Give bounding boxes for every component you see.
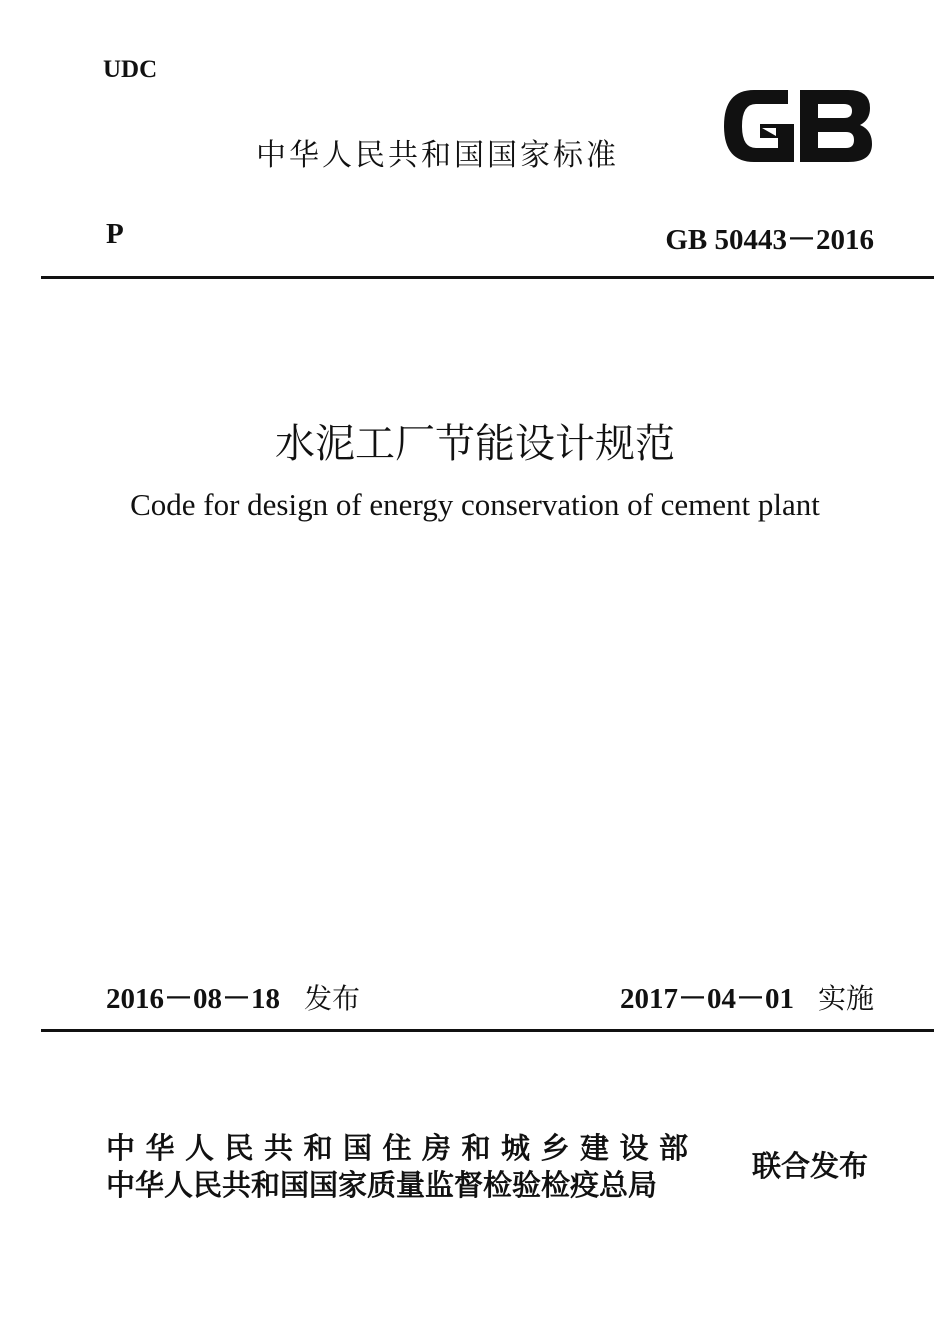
- joint-publish-label: 联合发布: [752, 1149, 869, 1183]
- effective-date: 2017－04－01: [619, 983, 794, 1015]
- top-divider: [41, 276, 934, 279]
- issue-label: 发布: [304, 982, 361, 1015]
- publisher-line-1: 中华人民共和国住房和城乡建设部: [106, 1131, 699, 1165]
- bottom-divider: [41, 1029, 934, 1032]
- effective-date-block: [620, 976, 874, 1017]
- standard-number: GB 50443－2016: [665, 224, 874, 256]
- issue-date-block: [106, 976, 360, 1017]
- title-chinese: 水泥工厂节能设计规范: [275, 421, 675, 467]
- title-english: Code for design of energy conservation of cement plant: [130, 487, 820, 522]
- standard-type: 中华人民共和国国家标准: [256, 138, 619, 173]
- classification-code: P: [106, 218, 124, 250]
- publisher-line-2: 中华人民共和国国家质量监督检验检疫总局: [106, 1168, 658, 1202]
- udc-label: UDC: [103, 56, 158, 83]
- issue-date: 2016－08－18: [106, 983, 281, 1015]
- gb-logo: [718, 84, 876, 168]
- effective-label: 实施: [817, 982, 874, 1015]
